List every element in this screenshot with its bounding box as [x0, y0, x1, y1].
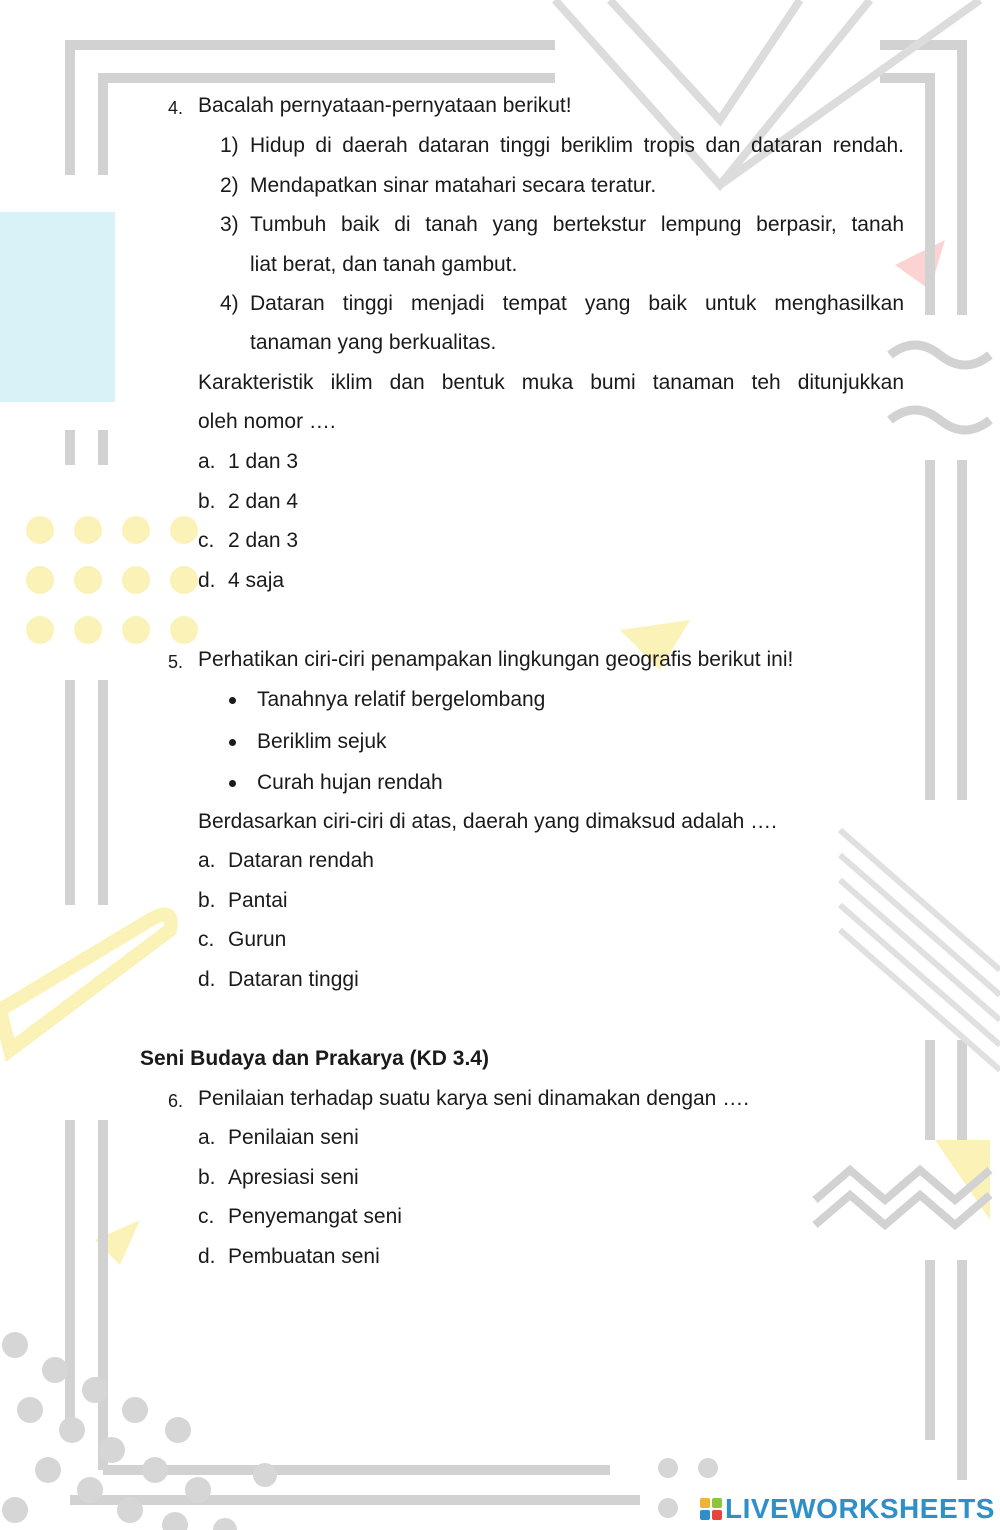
option-letter: c. — [198, 529, 215, 552]
statement-text: Dataran tinggi menjadi tempat yang baik untuk menghasilkan — [250, 292, 904, 315]
option-letter: c. — [198, 1205, 215, 1228]
option-letter: d. — [198, 569, 216, 592]
option-text: Dataran rendah — [228, 849, 374, 872]
bullet-icon — [229, 739, 236, 746]
statement-number: 2) — [220, 174, 239, 197]
statement-text: Hidup di daerah dataran tinggi beriklim tropis dan dataran rendah. — [250, 134, 904, 157]
statement-number: 1) — [220, 134, 239, 157]
option-letter: a. — [198, 849, 216, 872]
statement-number: 4) — [220, 292, 239, 315]
bullet-text: Beriklim sejuk — [257, 730, 387, 753]
option-letter: d. — [198, 1245, 216, 1268]
option-letter: b. — [198, 1166, 216, 1189]
option-text: 2 dan 4 — [228, 490, 299, 513]
statement-number: 3) — [220, 213, 239, 236]
bullet-icon — [229, 697, 236, 704]
question-prompt: Bacalah pernyataan-pernyataan berikut! — [198, 94, 572, 117]
option-text: Apresiasi seni — [228, 1166, 359, 1189]
bullet-text: Curah hujan rendah — [257, 771, 443, 794]
option-text: 4 saja — [228, 569, 285, 592]
section-heading: Seni Budaya dan Prakarya (KD 3.4) — [140, 1047, 489, 1070]
liveworksheets-logo[interactable] — [700, 1492, 995, 1526]
option-letter: b. — [198, 490, 216, 513]
option-text: Pantai — [228, 889, 288, 912]
bullet-text: Tanahnya relatif bergelombang — [257, 688, 546, 711]
option-letter: d. — [198, 968, 216, 991]
statement-text: Tumbuh baik di tanah yang bertekstur lempung berpasir, tanah — [250, 213, 904, 236]
option-text: 1 dan 3 — [228, 450, 299, 473]
question-text: Karakteristik iklim dan bentuk muka bumi tanaman teh ditunjukkan — [198, 371, 904, 394]
option-letter: c. — [198, 928, 215, 951]
question-prompt: Penilaian terhadap suatu karya seni dinamakan dengan …. — [198, 1087, 750, 1110]
option-text: 2 dan 3 — [228, 529, 299, 552]
question-text: Berdasarkan ciri-ciri di atas, daerah yang dimaksud adalah …. — [198, 810, 777, 833]
statement-text-continued: tanaman yang berkualitas. — [250, 331, 497, 354]
option-text: Penyemangat seni — [228, 1205, 402, 1228]
option-letter: b. — [198, 889, 216, 912]
logo-text: LIVEWORKSHEETS — [725, 1493, 995, 1524]
option-text: Pembuatan seni — [228, 1245, 380, 1268]
option-letter: a. — [198, 450, 216, 473]
statement-text-continued: liat berat, dan tanah gambut. — [250, 253, 518, 276]
question-number: 6. — [168, 1091, 184, 1111]
statement-text: Mendapatkan sinar matahari secara teratur. — [250, 174, 657, 197]
option-text: Penilaian seni — [228, 1126, 359, 1149]
question-prompt: Perhatikan ciri-ciri penampakan lingkungan geografis berikut ini! — [198, 648, 794, 671]
option-text: Dataran tinggi — [228, 968, 359, 991]
option-letter: a. — [198, 1126, 216, 1149]
question-number: 5. — [168, 652, 184, 672]
question-text-continued: oleh nomor …. — [198, 410, 336, 433]
option-text: Gurun — [228, 928, 287, 951]
bullet-icon — [229, 780, 236, 787]
liveworksheets-logo-icon — [700, 1498, 722, 1520]
question-number: 4. — [168, 98, 184, 118]
